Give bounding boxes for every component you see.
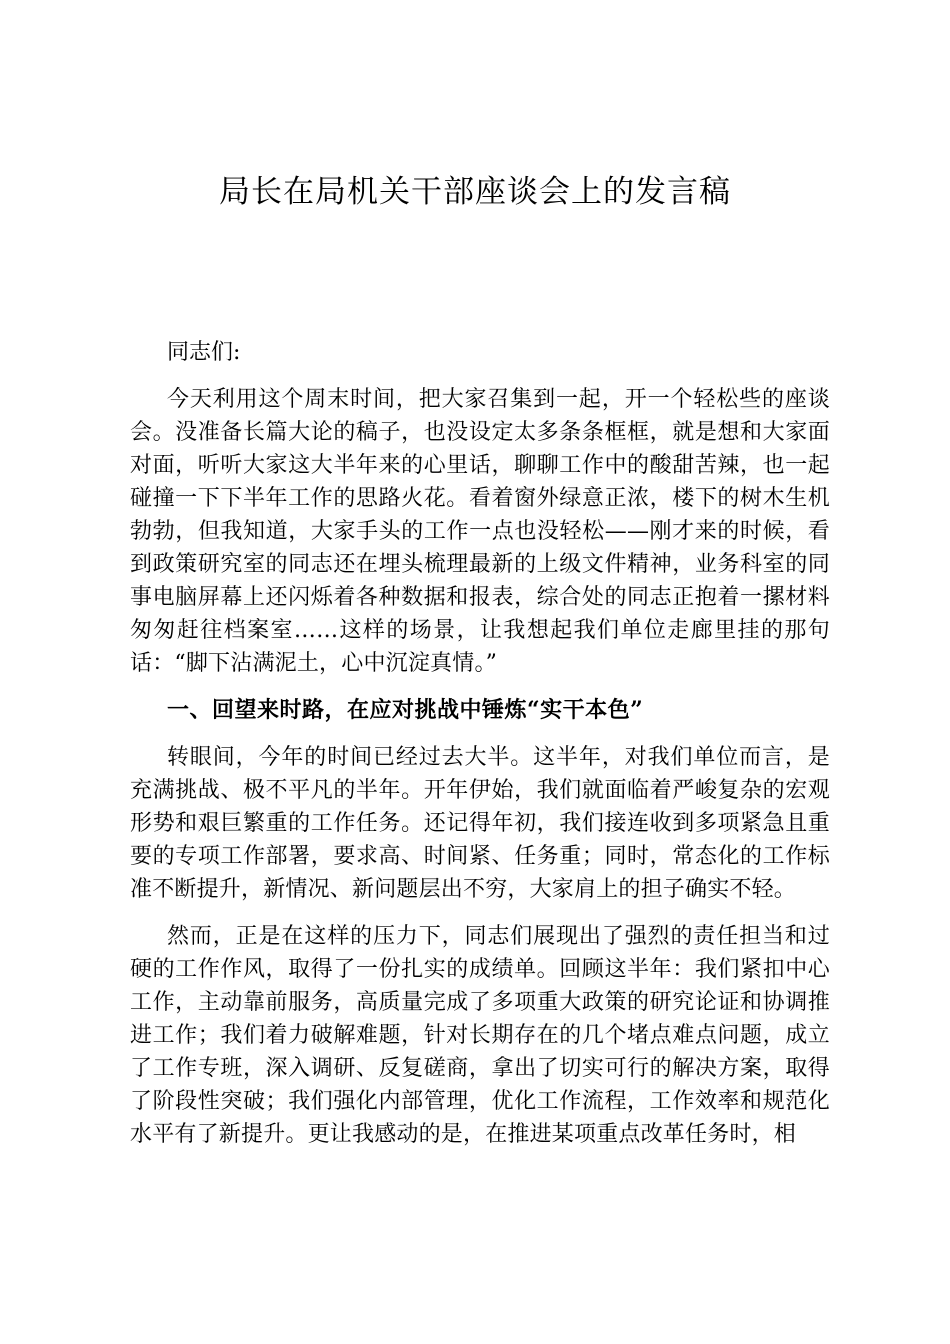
document-title: 局长在局机关干部座谈会上的发言稿: [219, 174, 731, 210]
document-body: [130, 336, 830, 1165]
section1-paragraph-2: 然而，正是在这样的压力下，同志们展现出了强烈的责任担当和过硬的工作作风，取得了一份扎实的成绩单。回顾这半年：我们紧扣中心工作，主动靠前服务，高质量完成了多项重大政策的研究论证和协调推进工作；我们着力破解难题，针对长期存在的几个堵点难点问题，成立了工作专班，深入调研、反复磋商，拿出了切实可行的解决方案，取得了阶段性突破；我们强化内部管理，优化工作流程，工作效率和规范化水平有了新提升。更让我感动的是，在推进某项重点改革任务时，相: [130, 924, 830, 1147]
intro-paragraph: 今天利用这个周末时间，把大家召集到一起，开一个轻松些的座谈会。没准备长篇大论的稿子，也没设定太多条条框框，就是想和大家面对面，听听大家这大半年来的心里话，聊聊工作中的酸甜苦辣，也一起碰撞一下下半年工作的思路火花。看着窗外绿意正浓，楼下的树木生机勃勃，但我知道，大家手头的工作一点也没轻松——刚才来的时候，看到政策研究室的同志还在埋头梳理最新的上级文件精神，业务科室的同事电脑屏幕上还闪烁着各种数据和报表，综合处的同志正抱着一摞材料匆匆赶往档案室……这样的场景，让我想起我们单位走廊里挂的那句话：“脚下沾满泥土，心中沉淀真情。”: [130, 387, 830, 676]
section-heading-1: 一、回望来时路，在应对挑战中锤炼“实干本色”: [167, 697, 644, 723]
salutation: 同志们:: [167, 340, 241, 365]
section1-paragraph-1: 转眼间，今年的时间已经过去大半。这半年，对我们单位而言，是充满挑战、极不平凡的半年。开年伊始，我们就面临着严峻复杂的宏观形势和艰巨繁重的工作任务。还记得年初，我们接连收到多项紧急且重要的专项工作部署，要求高、时间紧、任务重；同时，常态化的工作标准不断提升，新情况、新问题层出不穷，大家肩上的担子确实不轻。: [130, 745, 830, 902]
